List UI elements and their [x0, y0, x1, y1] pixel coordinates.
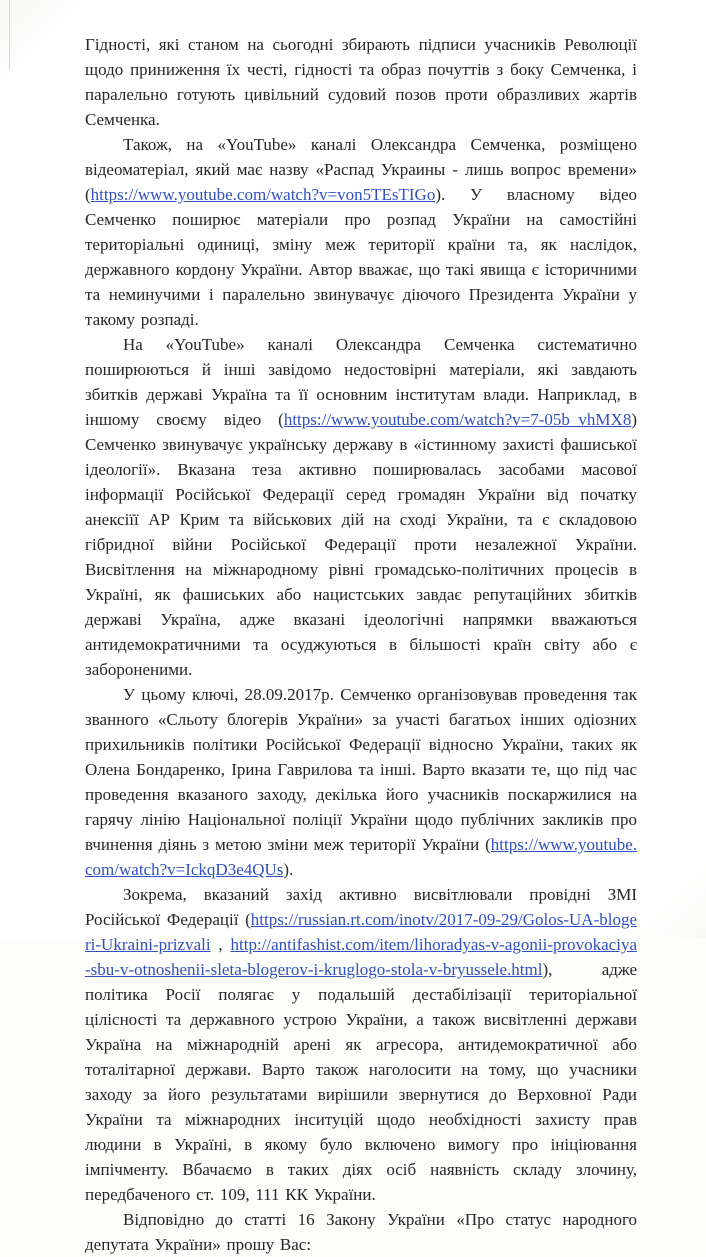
text-run: ). — [283, 860, 294, 879]
paragraph-4 — [85, 682, 637, 882]
text-run: ), адже політика Росії полягає у подальшій дестабілізації територіальної цілісності та державного устрою України, а також висвітленні держави Україна на міжнародній арені як агресора, антидемократичної або тоталітарної держави. Варто також наголосити на тому, що учасники заходу за його результатами вирішили звернутися до Верховної Ради України та міжнародних інситуцій щодо необхідності захисту прав людини в Україні, в якому було включено вимогу про ініціювання імпічменту. Вбачаємо в таких діях осіб наявність складу злочину, передбаченого ст. 109, 111 КК України. — [85, 960, 637, 1204]
text-run: Гідності, які станом на сьогодні збирають підписи учасників Революції щодо приниження їх честі, гідності та образ почуттів з боку Семченка, і паралельно готують цивільний судовий позов проти образливих жартів Семченка. — [85, 35, 637, 129]
text-run: У цьому ключі, 28.09.2017р. Семченко організовував проведення так званного «Сльоту блогерів України» за участі багатьох інших одіозних прихильників політики Російської Федерації відносно України, таких як Олена Бондаренко, Ірина Гаврилова та інші. Варто вказати те, що під час проведення вказаного заходу, декілька його учасників поскаржилися на гарячу лінію Національної поліції України щодо публічних закликів про вчинення діянь з метою зміни меж території України ( — [85, 685, 637, 854]
scan-edge-artifact — [9, 0, 10, 70]
hyperlink[interactable]: http://antifashist.com/item/lihoradyas-v-agonii-provokaciya-sbu-v-otnoshenii-sleta-blogerov-i-kruglogo-stola-v-bryussele.html — [85, 935, 637, 979]
text-run: Відповідно до статті 16 Закону України «Про статус народного депутата України» прошу Вас: — [85, 1210, 637, 1254]
text-run: Зокрема, вказаний захід активно висвітлювали провідні ЗМІ Російської Федерації ( — [85, 885, 637, 929]
hyperlink[interactable]: https://russian.rt.com/inotv/2017-09-29/Golos-UA-blogeri-Ukraini-prizvali — [85, 910, 637, 954]
paragraph-1 — [85, 32, 637, 132]
text-run: На «YouTube» каналі Олександра Семченка систематично поширюються й інші завідомо недостовірні матеріали, які завдають збитків державі Україна та її основним інститутам влади. Наприклад, в іншому своєму відео ( — [85, 335, 637, 429]
paragraph-3 — [85, 332, 637, 682]
text-run: , — [210, 935, 231, 954]
text-run: Також, на «YouTube» каналі Олександра Семченка, розміщено відеоматеріал, який має назву «Распад Украины - лишь вопрос времени» ( — [85, 135, 637, 204]
hyperlink[interactable]: https://www.youtube.com/watch?v=7-05b_vhMX8 — [283, 410, 632, 429]
paragraph-2 — [85, 132, 637, 332]
text-run: ). У власному відео Семченко поширює матеріали про розпад України на самостійні територіальні одиниці, зміну меж території країни та, як наслідок, державного кордону України. Автор вважає, що такі явища є історичними та неминучими і паралельно звинувачує діючого Президента України у такому розпаді. — [85, 185, 637, 329]
document-body — [85, 32, 637, 1257]
paragraph-5 — [85, 882, 637, 1207]
paragraph-6 — [85, 1207, 637, 1257]
hyperlink[interactable]: https://www.youtube.com/watch?v=von5TEsTIGo — [90, 185, 436, 204]
text-run: ) Семченко звинувачує українську державу в «істинному захисті фашиської ідеології». Вказана теза активно поширювалась засобами масової інформації Російської Федерації серед громадян України від початку анексіїї АР Крим та військових дій на сході України, та є складовою гібридної війни Російської Федерації проти незалежної України. Висвітлення на міжнародному рівні громадсько-політичних процесів в Україні, як фашиських або нацистських завдає репутаційних збитків державі Україна, адже вказані ідеологічні напрямки вважаються антидемократичними та осуджуються в більшості країн світу або є забороненими. — [85, 410, 637, 679]
hyperlink[interactable]: https://www.youtube.com/watch?v=IckqD3e4QUs — [85, 835, 637, 879]
